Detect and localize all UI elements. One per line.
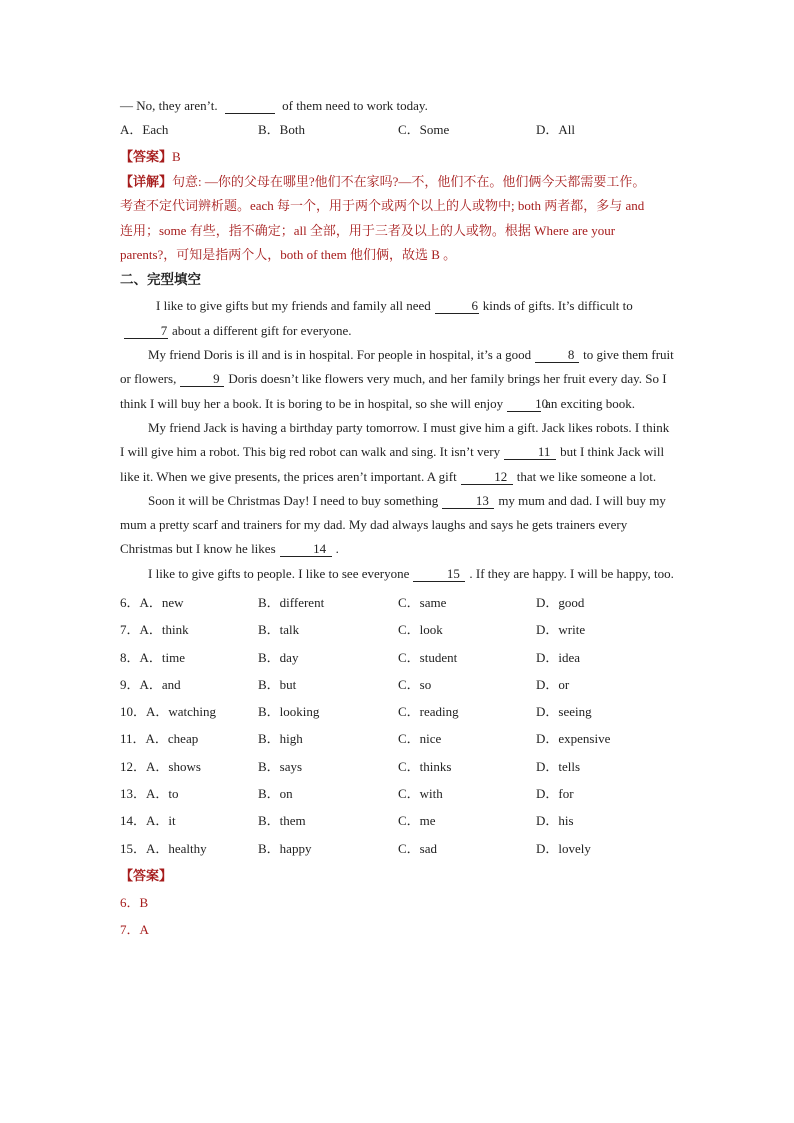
- section-title: 二、完型填空: [120, 272, 201, 289]
- passage-text: My friend Jack is having a birthday party tomorrow. I must give him a gift. Jack likes robots. I think I will give him a robot. This big red robot can walk and sing. It isn’t very: [120, 419, 670, 460]
- passage-text: kinds of gifts. It’s difficult to: [482, 298, 633, 314]
- passage-text: Soon it will be Christmas Day! I need to buy something: [148, 492, 439, 508]
- detail-explanation: 【详解】句意: —你的父母在哪里?他们不在家吗?—不，他们不在。他们俩今天都需要工作。 考查不定代词辨析题。each 每一个，用于两个或两个以上的人或物中; both 两者都，多与 and 连用；some 有些，指不确定；all 全部，用于三者及以上的人或物。根据 Where are your parents?，可知是指两个人，both of them 他们俩，故选 B 。: [120, 173, 646, 263]
- passage-text: an exciting book.: [545, 395, 636, 411]
- answer-line: 【答案】B: [120, 148, 181, 164]
- passage-text: Doris doesn’t like flowers very much, and her family brings her fruit every day. So I think I will buy her a book. It is boring to be in hospital, so she will enjoy: [120, 371, 667, 411]
- option-a: 6．A．new: [120, 595, 184, 610]
- paragraph-3: [120, 416, 676, 489]
- option-c: C．same: [398, 595, 447, 610]
- option-a: 7．A．think: [120, 622, 189, 638]
- option-d: D．write: [536, 622, 586, 638]
- answer-blank: 15: [413, 566, 465, 582]
- passage-text: that we like someone a lot.: [516, 468, 657, 484]
- answer-blank: 7: [124, 323, 168, 339]
- option-b: B．looking: [258, 704, 320, 720]
- option-c: C．Some: [398, 122, 450, 138]
- answer-blank: 14: [280, 541, 332, 557]
- option-d: D．tells: [536, 758, 581, 774]
- option-c: C．so: [398, 676, 432, 692]
- answer-blank: 12: [461, 469, 513, 485]
- option-c: C．sad: [398, 840, 438, 856]
- document-page: [120, 94, 676, 943]
- passage-text: I like to give gifts but my friends and family all need: [156, 298, 431, 314]
- answer-blank: 11: [504, 444, 556, 460]
- option-c: C．thinks: [398, 758, 452, 774]
- option-a: 15．A．healthy: [120, 840, 207, 856]
- answer-blank: 9: [180, 371, 224, 387]
- option-a: 12．A．shows: [120, 758, 201, 774]
- option-b: B．says: [258, 758, 303, 774]
- paragraph-4: [120, 489, 676, 562]
- option-b: B．talk: [258, 622, 300, 638]
- option-c: C．me: [398, 813, 436, 829]
- option-c: C．reading: [398, 704, 459, 720]
- passage-text: . If they are happy. I will be happy, too.: [469, 565, 674, 581]
- option-a: 9．A．and: [120, 676, 181, 692]
- option-b: B．high: [258, 731, 303, 747]
- option-a: A．Each: [120, 122, 169, 138]
- option-a: 8．A．time: [120, 649, 185, 665]
- option-c: C．student: [398, 649, 458, 665]
- option-a: 11．A．cheap: [120, 731, 199, 747]
- option-b: B．on: [258, 786, 293, 802]
- option-c: C．with: [398, 786, 443, 802]
- question-row: [120, 835, 676, 862]
- option-c: C．nice: [398, 731, 442, 747]
- option-a: 14．A．it: [120, 813, 176, 829]
- option-b: B．them: [258, 813, 306, 829]
- option-b: B．different: [258, 595, 325, 610]
- option-d: D．seeing: [536, 704, 592, 720]
- option-d: D．lovely: [536, 840, 591, 856]
- passage-text: my mum and dad. I will buy my mum a pretty scarf and trainers for my dad. My dad always laughs and says he gets trainers every Christmas but I know he likes: [120, 492, 666, 557]
- question-row: [120, 753, 676, 780]
- question-stem: — No, they aren’t. of them need to work today.: [120, 98, 428, 113]
- option-d: D．or: [536, 676, 570, 692]
- passage-text: I like to give gifts to people. I like to see everyone: [148, 565, 410, 581]
- answer-blank: 8: [535, 347, 579, 363]
- question-row: [120, 698, 676, 725]
- option-a: 13．A．to: [120, 786, 179, 802]
- answer-blank: 6: [435, 298, 479, 314]
- question-row: [120, 644, 676, 671]
- answer-blank: 10: [507, 396, 541, 412]
- option-a: 10．A．watching: [120, 704, 217, 720]
- question-row: [120, 589, 676, 616]
- question-row: [120, 671, 676, 698]
- question-row: [120, 725, 676, 752]
- paragraph-2: [120, 343, 676, 416]
- option-b: B．happy: [258, 840, 312, 856]
- option-d: D．his: [536, 813, 574, 829]
- answer-blank: [225, 98, 275, 114]
- passage-text: .: [335, 541, 339, 557]
- answer-section: 【答案】 6．B 7．A: [120, 862, 676, 943]
- options-row: [120, 118, 676, 142]
- option-c: C．look: [398, 622, 443, 638]
- question-row: [120, 780, 676, 807]
- option-d: D．expensive: [536, 731, 611, 747]
- option-b: B．Both: [258, 122, 305, 138]
- question-row: [120, 616, 676, 643]
- paragraph-1: [120, 294, 676, 343]
- option-d: D．All: [536, 122, 576, 138]
- option-d: D．for: [536, 786, 574, 802]
- passage-text: to give them fruit or flowers,: [120, 347, 674, 387]
- cloze-passage: [120, 294, 676, 586]
- passage-text: My friend Doris is ill and is in hospital. For people in hospital, it’s a good: [148, 347, 532, 363]
- passage-text: about a different gift for everyone.: [172, 322, 352, 338]
- answer-item: 7．A: [120, 921, 149, 937]
- question-list: [120, 589, 676, 862]
- answer-blank: 13: [442, 493, 494, 509]
- answer-item: 6．B: [120, 894, 149, 910]
- option-d: D．idea: [536, 649, 581, 665]
- passage-text: but I think Jack will like it. When we give presents, the prices aren’t important. A gift: [120, 444, 665, 484]
- option-d: D．good: [536, 595, 585, 610]
- option-b: B．but: [258, 676, 297, 692]
- option-b: B．day: [258, 649, 299, 665]
- question-row: [120, 807, 676, 834]
- paragraph-5: [120, 562, 676, 586]
